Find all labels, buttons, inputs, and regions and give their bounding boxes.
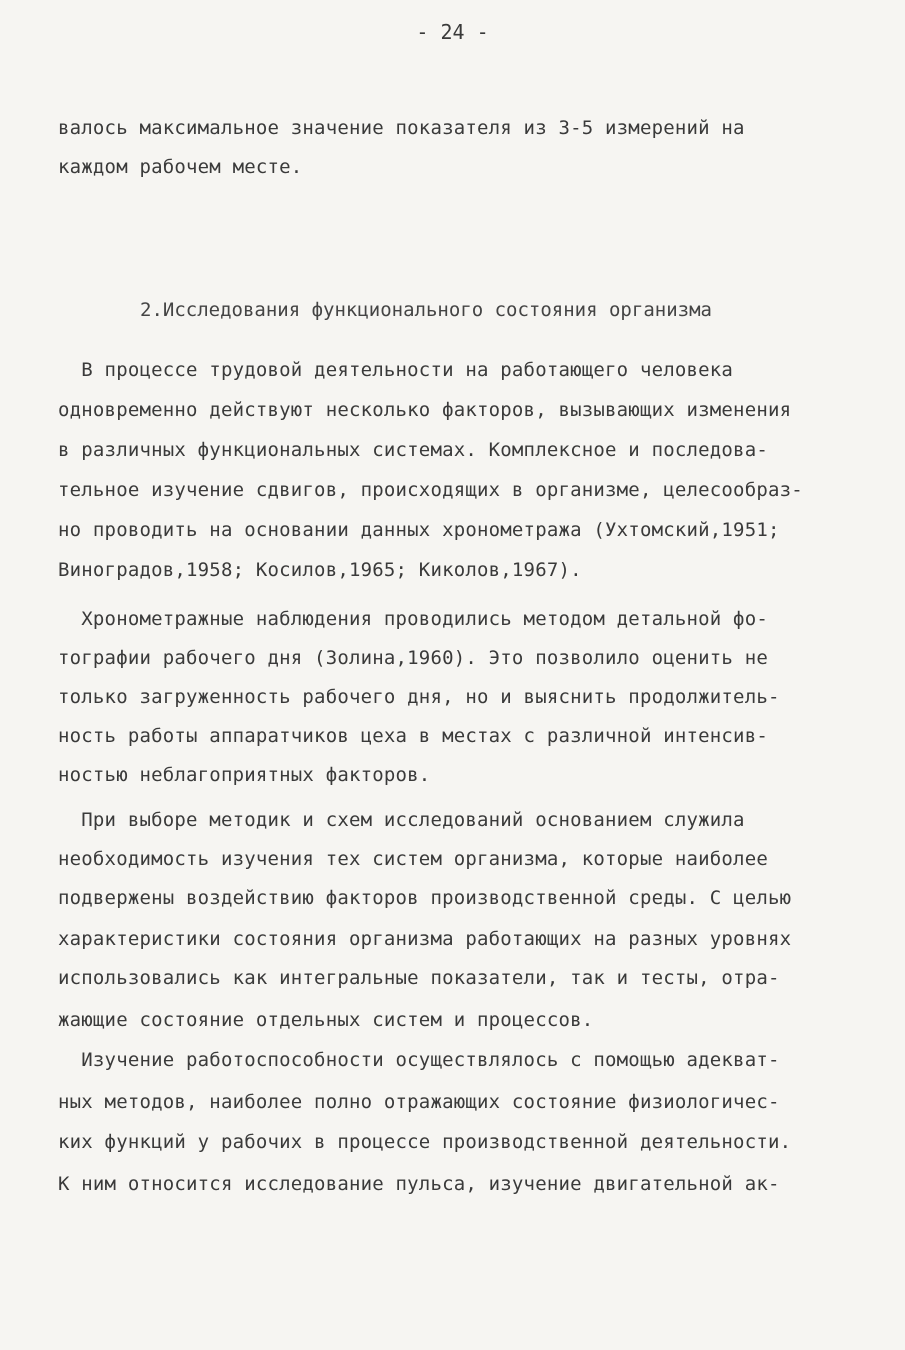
paragraph-1-line: одновременно действуют несколько факторов, вызывающих изменения bbox=[58, 399, 792, 421]
intro-line: каждом рабочем месте. bbox=[58, 156, 303, 178]
paragraph-3-line: использовались как интегральные показатели, так и тесты, отра- bbox=[58, 967, 780, 989]
paragraph-1-line: но проводить на основании данных хронометража (Ухтомский,1951; bbox=[58, 519, 780, 541]
paragraph-2-line: тографии рабочего дня (Золина,1960). Это позволило оценить не bbox=[58, 647, 768, 669]
paragraph-4-line: ких функций у рабочих в процессе производственной деятельности. bbox=[58, 1131, 792, 1153]
paragraph-4-line: ных методов, наиболее полно отражающих состояние физиологичес- bbox=[58, 1091, 780, 1113]
paragraph-1-line: в различных функциональных системах. Комплексное и последова- bbox=[58, 439, 768, 461]
paragraph-3-line: жающие состояние отдельных систем и процессов. bbox=[58, 1009, 594, 1031]
paragraph-4-line: К ним относится исследование пульса, изучение двигательной ак- bbox=[58, 1173, 780, 1195]
paragraph-2-line: Хронометражные наблюдения проводились методом детальной фо- bbox=[58, 608, 768, 630]
paragraph-1-line: В процессе трудовой деятельности на работающего человека bbox=[58, 359, 734, 381]
intro-line: валось максимальное значение показателя из 3-5 измерений на bbox=[58, 117, 745, 139]
paragraph-2-line: только загруженность рабочего дня, но и выяснить продолжитель- bbox=[58, 686, 780, 708]
section-heading: 2.Исследования функционального состояния организма bbox=[140, 299, 712, 321]
paragraph-4-line: Изучение работоспособности осуществлялось с помощью адекват- bbox=[58, 1049, 780, 1071]
paragraph-3-line: характеристики состояния организма работающих на разных уровнях bbox=[58, 928, 792, 950]
paragraph-3-line: подвержены воздействию факторов производственной среды. С целью bbox=[58, 887, 792, 909]
paragraph-1-line: тельное изучение сдвигов, происходящих в организме, целесообраз- bbox=[58, 479, 803, 501]
paragraph-2-line: ностью неблагоприятных факторов. bbox=[58, 764, 431, 786]
paragraph-2-line: ность работы аппаратчиков цеха в местах с различной интенсив- bbox=[58, 725, 768, 747]
paragraph-3-line: необходимость изучения тех систем организма, которые наиболее bbox=[58, 848, 768, 870]
paragraph-3-line: При выборе методик и схем исследований основанием служила bbox=[58, 809, 745, 831]
paragraph-1-line: Виноградов,1958; Косилов,1965; Киколов,1967). bbox=[58, 559, 582, 581]
page-number: - 24 - bbox=[416, 20, 489, 44]
